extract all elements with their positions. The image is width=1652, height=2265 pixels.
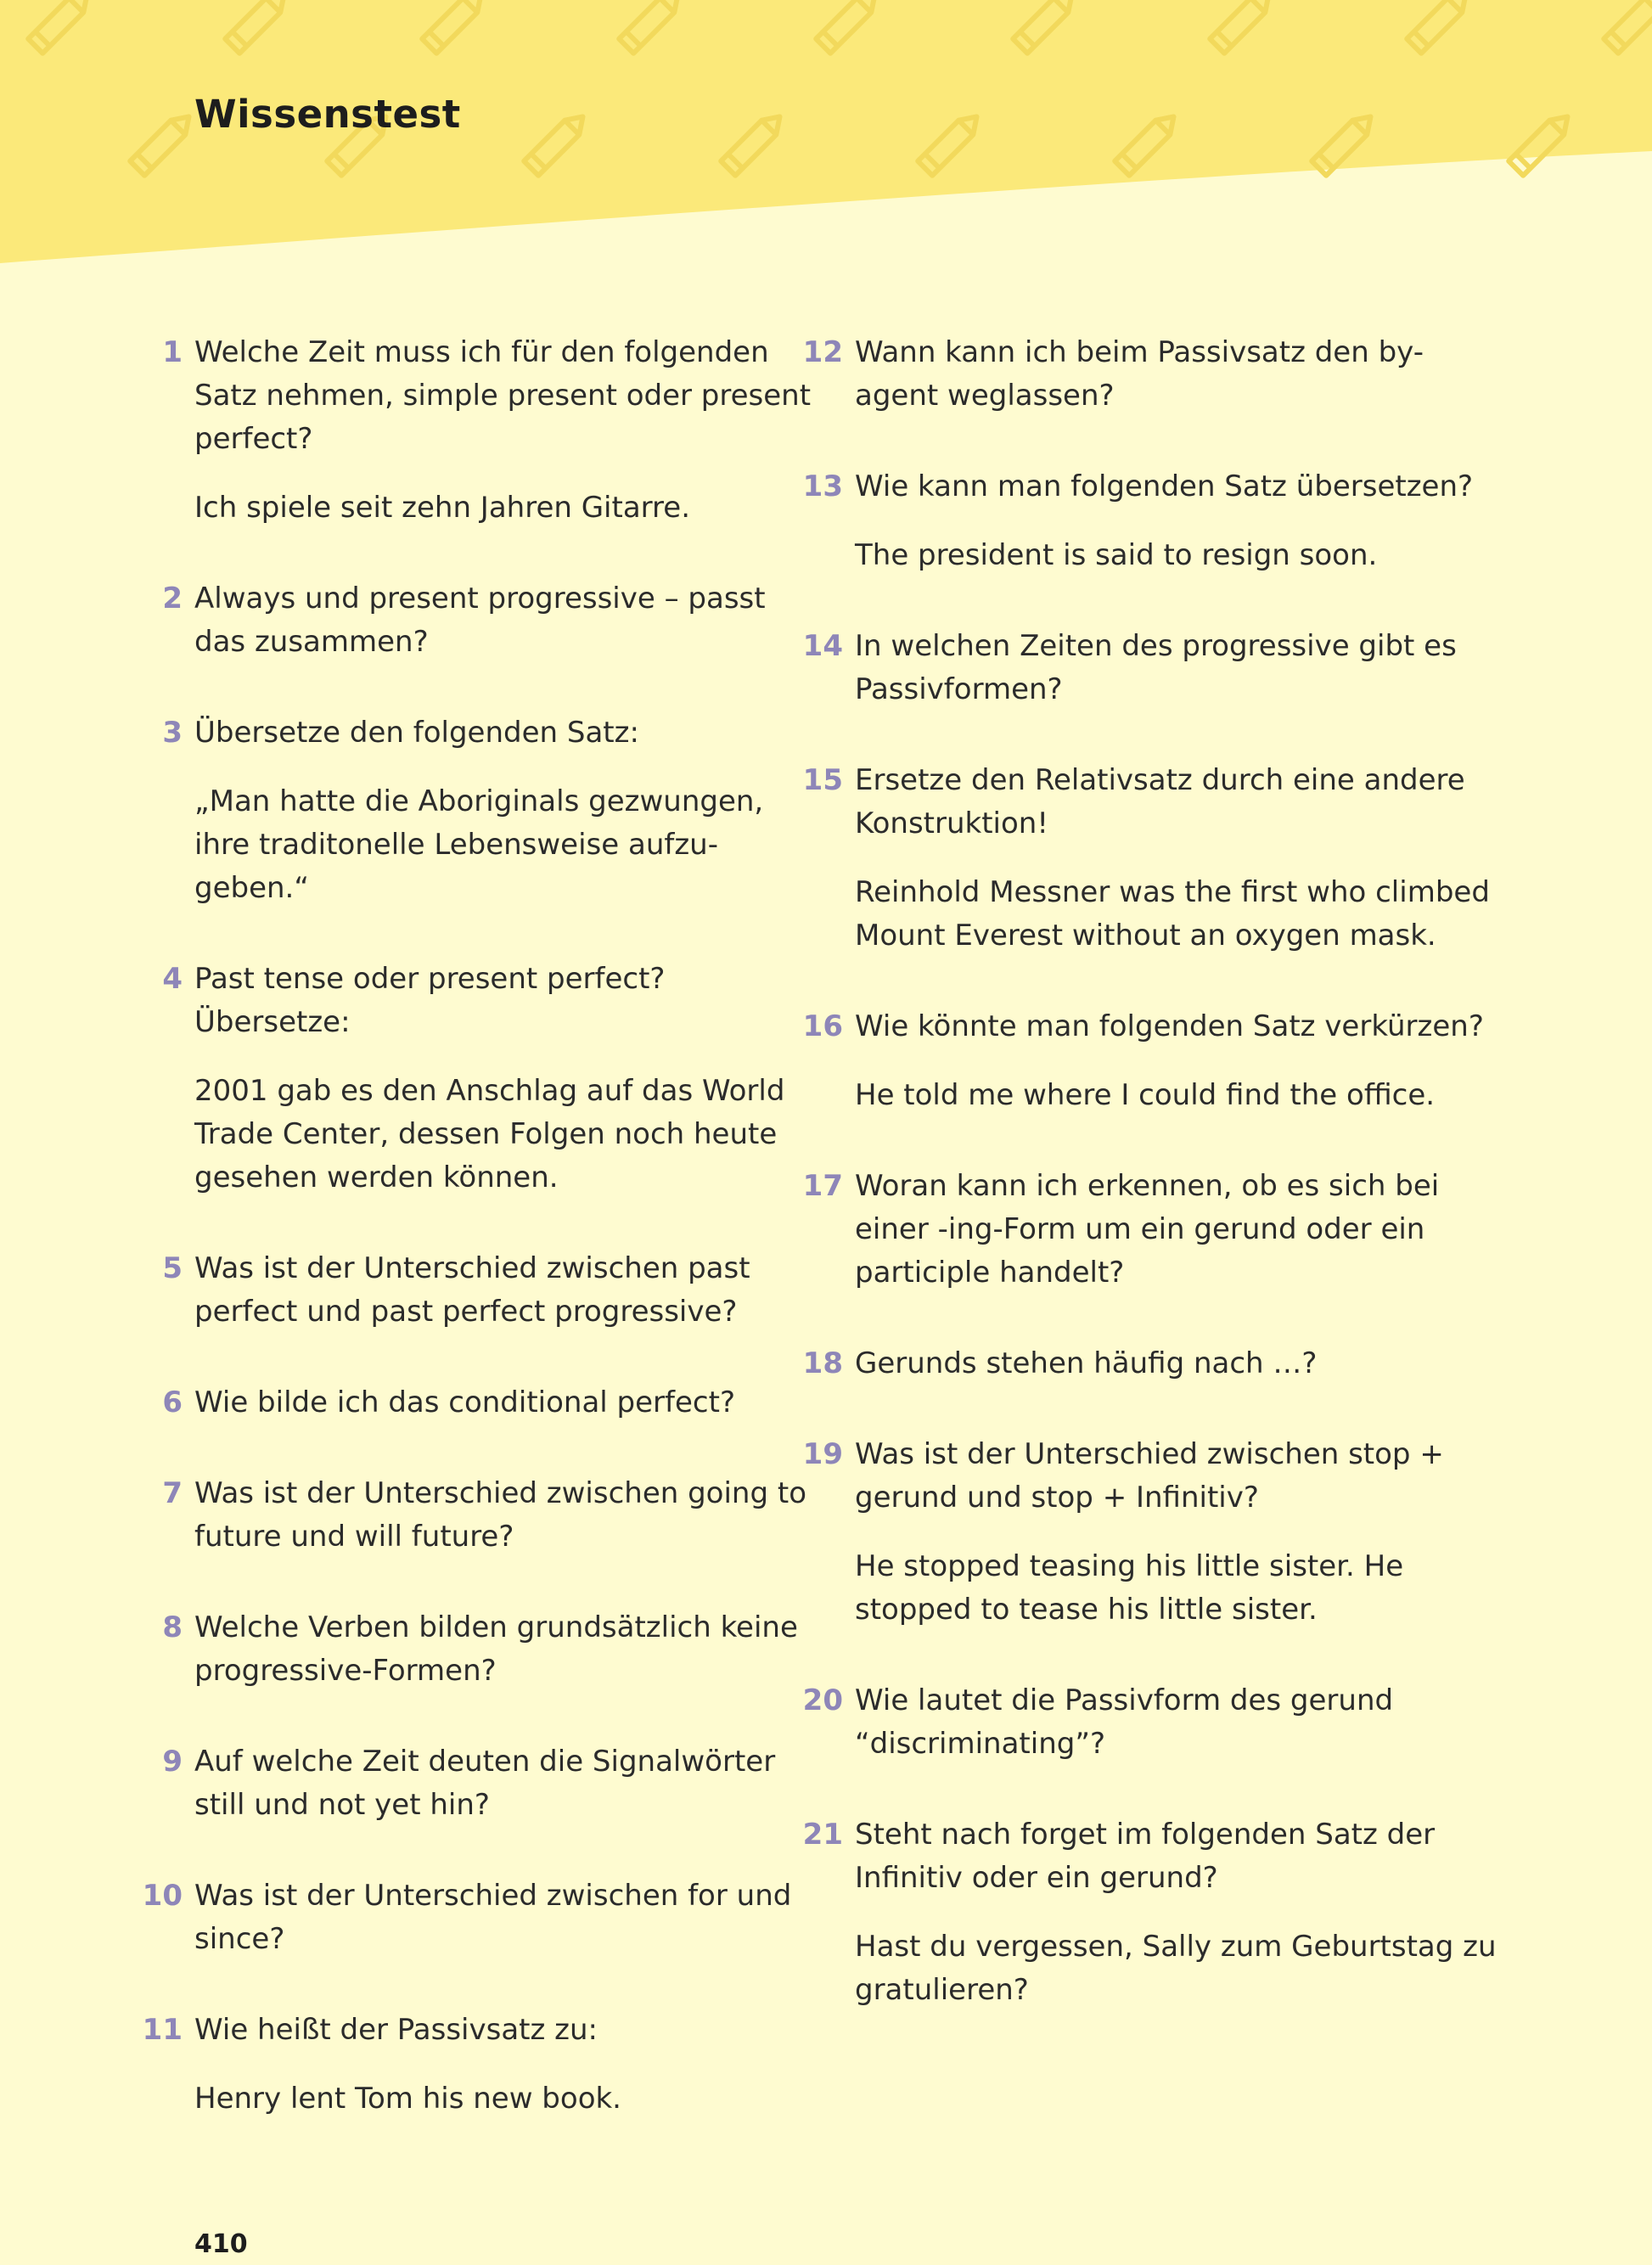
example-sentence: He told me where I could find the office. bbox=[855, 1078, 1436, 1112]
question-text: Woran kann ich erkennen, ob es sich bei einer -ing-Form um ein gerund oder ein participle handelt? bbox=[855, 1169, 1440, 1290]
question-number: 21 bbox=[802, 1818, 843, 1852]
question-text: Steht nach forget im folgenden Satz der Infinitiv oder ein gerund? bbox=[855, 1818, 1436, 1895]
question-text: Was ist der Unterschied zwischen past perfect und past perfect progressive? bbox=[194, 1251, 750, 1329]
question-number: 3 bbox=[162, 716, 183, 750]
question-item bbox=[162, 1381, 823, 1425]
question-item bbox=[802, 465, 1500, 577]
question-text: Übersetze den folgenden Satz: bbox=[194, 716, 639, 750]
question-item bbox=[162, 1247, 823, 1334]
question-number: 1 bbox=[162, 335, 183, 369]
example-sentence: „Man hatte die Aboriginals gezwungen, ihre traditonelle Lebensweise aufzu-geben.“ bbox=[194, 784, 764, 905]
question-text: Wie lautet die Passivform des gerund “discriminating”? bbox=[855, 1683, 1394, 1761]
question-number: 16 bbox=[802, 1009, 843, 1043]
question-text: Was ist der Unterschied zwischen stop + gerund und stop + Infinitiv? bbox=[855, 1437, 1444, 1515]
example-sentence: 2001 gab es den Anschlag auf das World Trade Center, dessen Folgen noch heute gesehen werden können. bbox=[194, 1074, 785, 1194]
question-item bbox=[162, 1472, 823, 1559]
question-item bbox=[162, 577, 823, 664]
example-sentence: Ich spiele seit zehn Jahren Gitarre. bbox=[194, 491, 691, 525]
question-item bbox=[162, 331, 823, 530]
question-text: Past tense oder present perfect? Übersetze: bbox=[194, 962, 666, 1039]
question-text: Gerunds stehen häufig nach …? bbox=[855, 1346, 1318, 1380]
example-sentence: Reinhold Messner was the first who climbed Mount Everest without an oxygen mask. bbox=[855, 875, 1490, 953]
question-text: Always und present progressive – passt das zusammen? bbox=[194, 582, 766, 659]
question-item bbox=[142, 2009, 823, 2121]
question-number: 19 bbox=[802, 1437, 843, 1471]
question-number: 14 bbox=[802, 629, 843, 663]
question-item bbox=[802, 331, 1500, 418]
question-text: Wie bilde ich das conditional perfect? bbox=[194, 1385, 735, 1419]
example-sentence: He stopped teasing his little sister. He stopped to tease his little sister. bbox=[855, 1549, 1404, 1627]
question-number: 18 bbox=[802, 1346, 843, 1380]
question-number: 7 bbox=[162, 1476, 183, 1510]
question-text: Was ist der Unterschied zwischen going to future und will future? bbox=[194, 1476, 806, 1554]
question-number: 15 bbox=[802, 763, 843, 797]
question-number: 9 bbox=[162, 1745, 183, 1779]
question-number: 13 bbox=[802, 469, 843, 503]
question-number: 8 bbox=[162, 1610, 183, 1644]
question-text: Welche Zeit muss ich für den folgenden Satz nehmen, simple present oder present perfect? bbox=[194, 335, 812, 456]
example-sentence: The president is said to resign soon. bbox=[855, 538, 1378, 572]
question-number: 6 bbox=[162, 1385, 183, 1419]
question-number: 11 bbox=[142, 2013, 183, 2047]
question-number: 20 bbox=[802, 1683, 843, 1717]
question-text: Welche Verben bilden grundsätzlich keine progressive-Formen? bbox=[194, 1610, 798, 1688]
question-item bbox=[802, 1679, 1500, 1766]
question-item bbox=[802, 759, 1500, 958]
question-text: Ersetze den Relativsatz durch eine andere Konstruktion! bbox=[855, 763, 1465, 840]
question-item bbox=[802, 1005, 1500, 1117]
question-item bbox=[802, 1165, 1500, 1295]
question-number: 5 bbox=[162, 1251, 183, 1285]
question-text: Was ist der Unterschied zwischen for und since? bbox=[194, 1879, 792, 1956]
question-column-right bbox=[802, 331, 1500, 2060]
question-item bbox=[802, 1813, 1500, 2012]
question-number: 17 bbox=[802, 1169, 843, 1203]
question-number: 10 bbox=[142, 1879, 183, 1913]
page-title: Wissenstest bbox=[194, 92, 461, 137]
question-item bbox=[162, 1740, 823, 1827]
question-item bbox=[802, 1342, 1500, 1385]
question-text: Wie kann man folgenden Satz übersetzen? bbox=[855, 469, 1474, 503]
question-item bbox=[802, 1433, 1500, 1632]
question-item bbox=[802, 625, 1500, 711]
question-item bbox=[162, 711, 823, 910]
page-number: 410 bbox=[194, 2229, 248, 2259]
question-text: Wie heißt der Passivsatz zu: bbox=[194, 2013, 598, 2047]
question-text: Wann kann ich beim Passivsatz den by-agent weglassen? bbox=[855, 335, 1424, 413]
question-text: Auf welche Zeit deuten die Signalwörter still und not yet hin? bbox=[194, 1745, 776, 1822]
question-number: 12 bbox=[802, 335, 843, 369]
example-sentence: Hast du vergessen, Sally zum Geburtstag zu gratulieren? bbox=[855, 1930, 1497, 2007]
question-item bbox=[162, 958, 823, 1200]
example-sentence: Henry lent Tom his new book. bbox=[194, 2082, 621, 2116]
question-number: 2 bbox=[162, 582, 183, 615]
question-column-left bbox=[142, 331, 823, 2168]
question-item bbox=[142, 1874, 823, 1961]
question-text: In welchen Zeiten des progressive gibt es Passivformen? bbox=[855, 629, 1457, 706]
question-item bbox=[162, 1606, 823, 1693]
question-number: 4 bbox=[162, 962, 183, 996]
question-text: Wie könnte man folgenden Satz verkürzen? bbox=[855, 1009, 1484, 1043]
